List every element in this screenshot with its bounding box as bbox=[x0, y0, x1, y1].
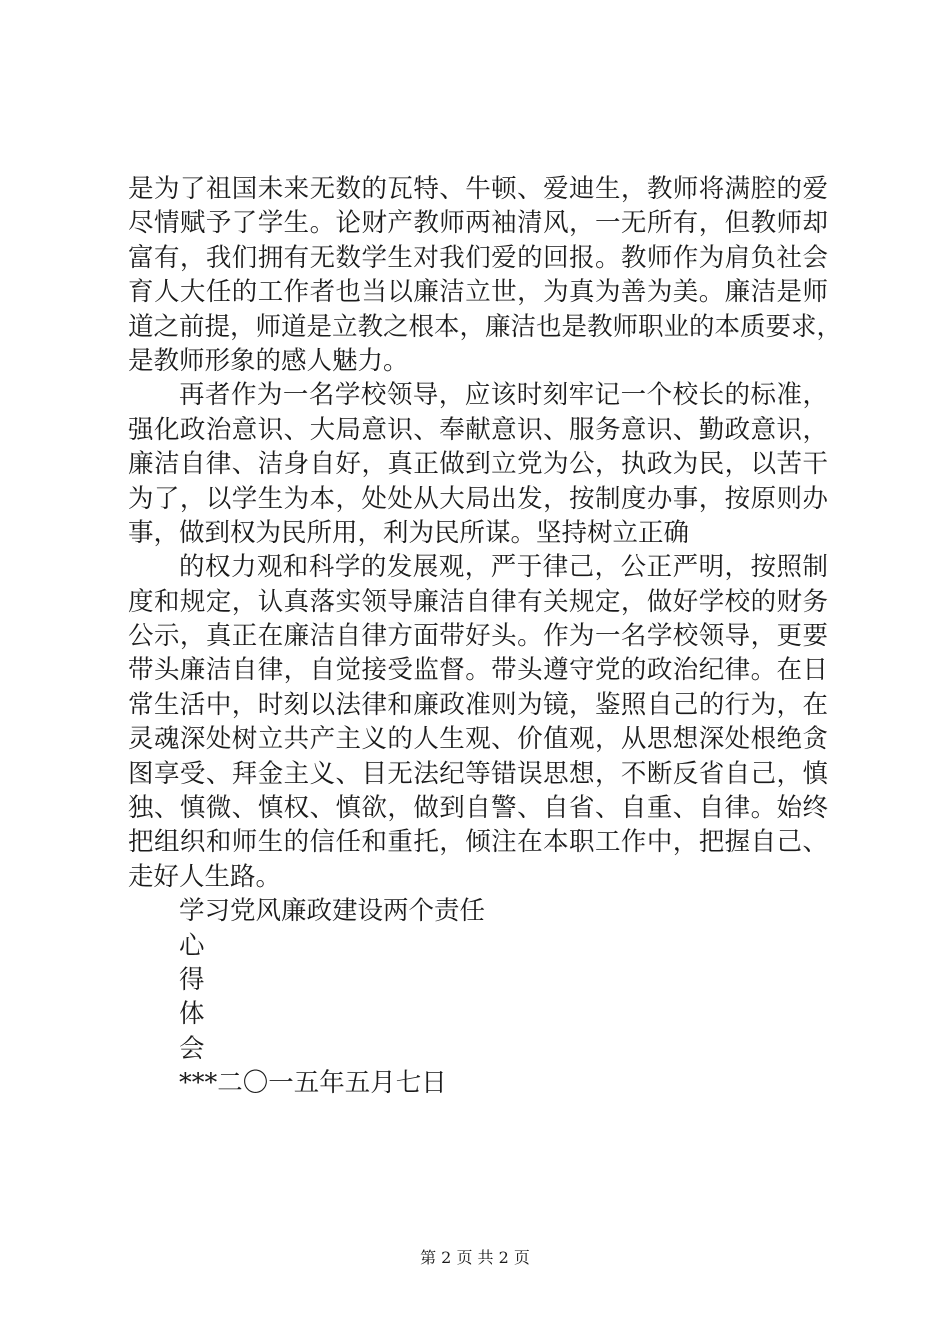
text-line-13: 度和规定，认真落实领导廉洁自律有关规定，做好学校的财务 bbox=[128, 586, 828, 617]
text-line-3: 富有，我们拥有无数学生对我们爱的回报。教师作为肩负社会 bbox=[128, 242, 828, 273]
text-line-10: 为了，以学生为本，处处从大局出发，按制度办事，按原则办 bbox=[128, 483, 828, 514]
document-title: 学习党风廉政建设两个责任 bbox=[179, 896, 486, 927]
text-line-20: 把组织和师生的信任和重托，倾注在本职工作中，把握自己、 bbox=[128, 827, 828, 858]
page-footer: 第 2 页 共 2 页 bbox=[420, 1248, 530, 1267]
text-line-1: 是为了祖国未来无数的瓦特、牛顿、爱迪生，教师将满腔的爱 bbox=[128, 174, 828, 204]
text-line-9: 廉洁自律、洁身自好，真正做到立党为公，执政为民，以苦干 bbox=[128, 449, 828, 480]
text-line-7: 再者作为一名学校领导，应该时刻牢记一个校长的标准， bbox=[179, 380, 828, 411]
document-body bbox=[128, 172, 843, 1101]
text-line-15: 带头廉洁自律，自觉接受监督。带头遵守党的政治纪律。在日 bbox=[128, 655, 828, 686]
text-line-19: 独、慎微、慎权、慎欲，做到自警、自省、自重、自律。始终 bbox=[128, 793, 828, 824]
title-char-2: 得 bbox=[179, 964, 205, 995]
text-line-5: 道之前提，师道是立教之根本，廉洁也是教师职业的本质要求， bbox=[128, 311, 843, 342]
text-line-4: 育人大任的工作者也当以廉洁立世，为真为善为美。廉洁是师 bbox=[128, 277, 828, 308]
text-line-16: 常生活中，时刻以法律和廉政准则为镜，鉴照自己的行为，在 bbox=[128, 689, 828, 720]
text-line-14: 公示，真正在廉洁自律方面带好头。作为一名学校领导，更要 bbox=[128, 621, 828, 652]
text-line-6: 是教师形象的感人魅力。 bbox=[128, 345, 409, 376]
text-line-21: 走好人生路。 bbox=[128, 861, 282, 892]
text-line-12: 的权力观和科学的发展观，严于律己，公正严明，按照制 bbox=[179, 552, 828, 583]
title-char-1: 心 bbox=[179, 930, 205, 961]
text-line-17: 灵魂深处树立共产主义的人生观、价值观，从思想深处根绝贪 bbox=[128, 724, 828, 755]
text-line-2: 尽情赋予了学生。论财产教师两袖清风，一无所有，但教师却 bbox=[128, 208, 828, 239]
text-line-18: 图享受、拜金主义、目无法纪等错误思想，不断反省自己，慎 bbox=[128, 758, 828, 789]
title-char-4: 会 bbox=[179, 1033, 205, 1064]
text-line-8: 强化政治意识、大局意识、奉献意识、服务意识、勤政意识， bbox=[128, 414, 828, 445]
title-char-3: 体 bbox=[179, 999, 205, 1030]
text-line-11: 事，做到权为民所用，利为民所谋。坚持树立正确 bbox=[128, 517, 690, 548]
signature-date: ***二〇一五年五月七日 bbox=[179, 1068, 447, 1099]
